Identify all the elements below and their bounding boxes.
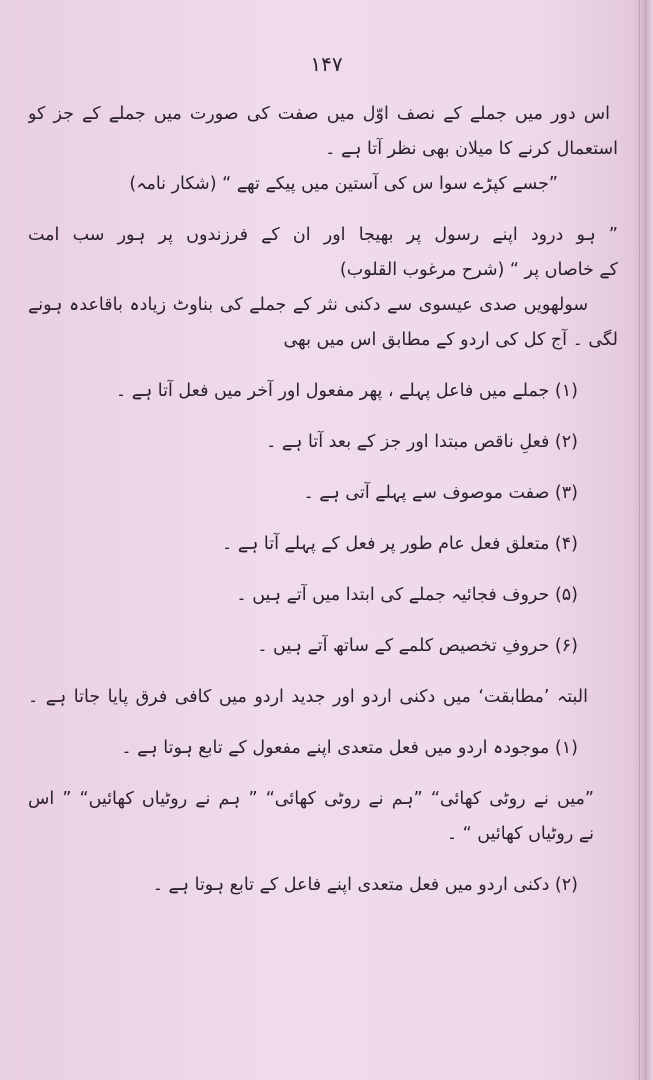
text-line: استعمال کرنے کا میلان بھی نظر آتا ہے ۔	[325, 139, 618, 159]
text-line: اس دور میں جملے کے نصف اوّل میں صفت کی صورت میں جملے کے جز کو	[28, 104, 610, 124]
quote-line: ” ہو درود اپنے رسول پر بھیجا اور ان کے فرزندوں پر ہور سب امت	[28, 225, 618, 245]
page-edge-line	[639, 0, 640, 1080]
quote-line: کے خاصاں پر “ (شرح مرغوب القلوب)	[339, 260, 618, 280]
list-item: (۵) حروف فجائیہ جملے کی ابتدا میں آتے ہیں ۔	[236, 585, 578, 605]
text-line: سولھویں صدی عیسوی سے دکنی نثر کے جملے کی بناوٹ زیادہ باقاعدہ ہونے	[28, 295, 588, 315]
text-line: البتہ ’مطابقت‘ میں دکنی اردو اور جدید اردو میں کافی فرق پایا جاتا ہے ۔	[28, 687, 588, 707]
list-item: (۶) حروفِ تخصیص کلمے کے ساتھ آتے ہیں ۔	[257, 636, 578, 656]
page-text	[28, 102, 618, 898]
list-item: (۱) موجودہ اردو میں فعل متعدی اپنے مفعول کے تابع ہوتا ہے ۔	[121, 738, 578, 758]
list-item: (۱) جملے میں فاعل پہلے ، پھر مفعول اور آخر میں فعل آتا ہے ۔	[115, 381, 578, 401]
quote-line: ”جسے کپڑے سوا س کی آستین میں پیکے تھے “ (شکار نامہ)	[129, 174, 558, 194]
list-item: (۲) فعلِ ناقص مبتدا اور جز کے بعد آتا ہے ۔	[266, 432, 578, 452]
page-number: ۱۴۷	[310, 52, 343, 76]
example-line: نے روٹیاں کھائیں “ ۔	[446, 824, 594, 844]
list-item: (۲) دکنی اردو میں فعل متعدی اپنے فاعل کے تابع ہوتا ہے ۔	[152, 875, 578, 895]
list-item: (۴) متعلق فعل عام طور پر فعل کے پہلے آتا ہے ۔	[222, 534, 578, 554]
example-line: ”میں نے روٹی کھائی“ ”ہم نے روٹی کھائی“ ” ہم نے روٹیاں کھائیں“ ” اس	[28, 789, 594, 809]
list-item: (۳) صفت موصوف سے پہلے آتی ہے ۔	[303, 483, 578, 503]
text-line: لگی ۔ آج کل کی اردو کے مطابق اس میں بھی	[283, 330, 618, 350]
page-edge-shadow	[631, 0, 653, 1080]
page-edge-line	[645, 0, 646, 1080]
